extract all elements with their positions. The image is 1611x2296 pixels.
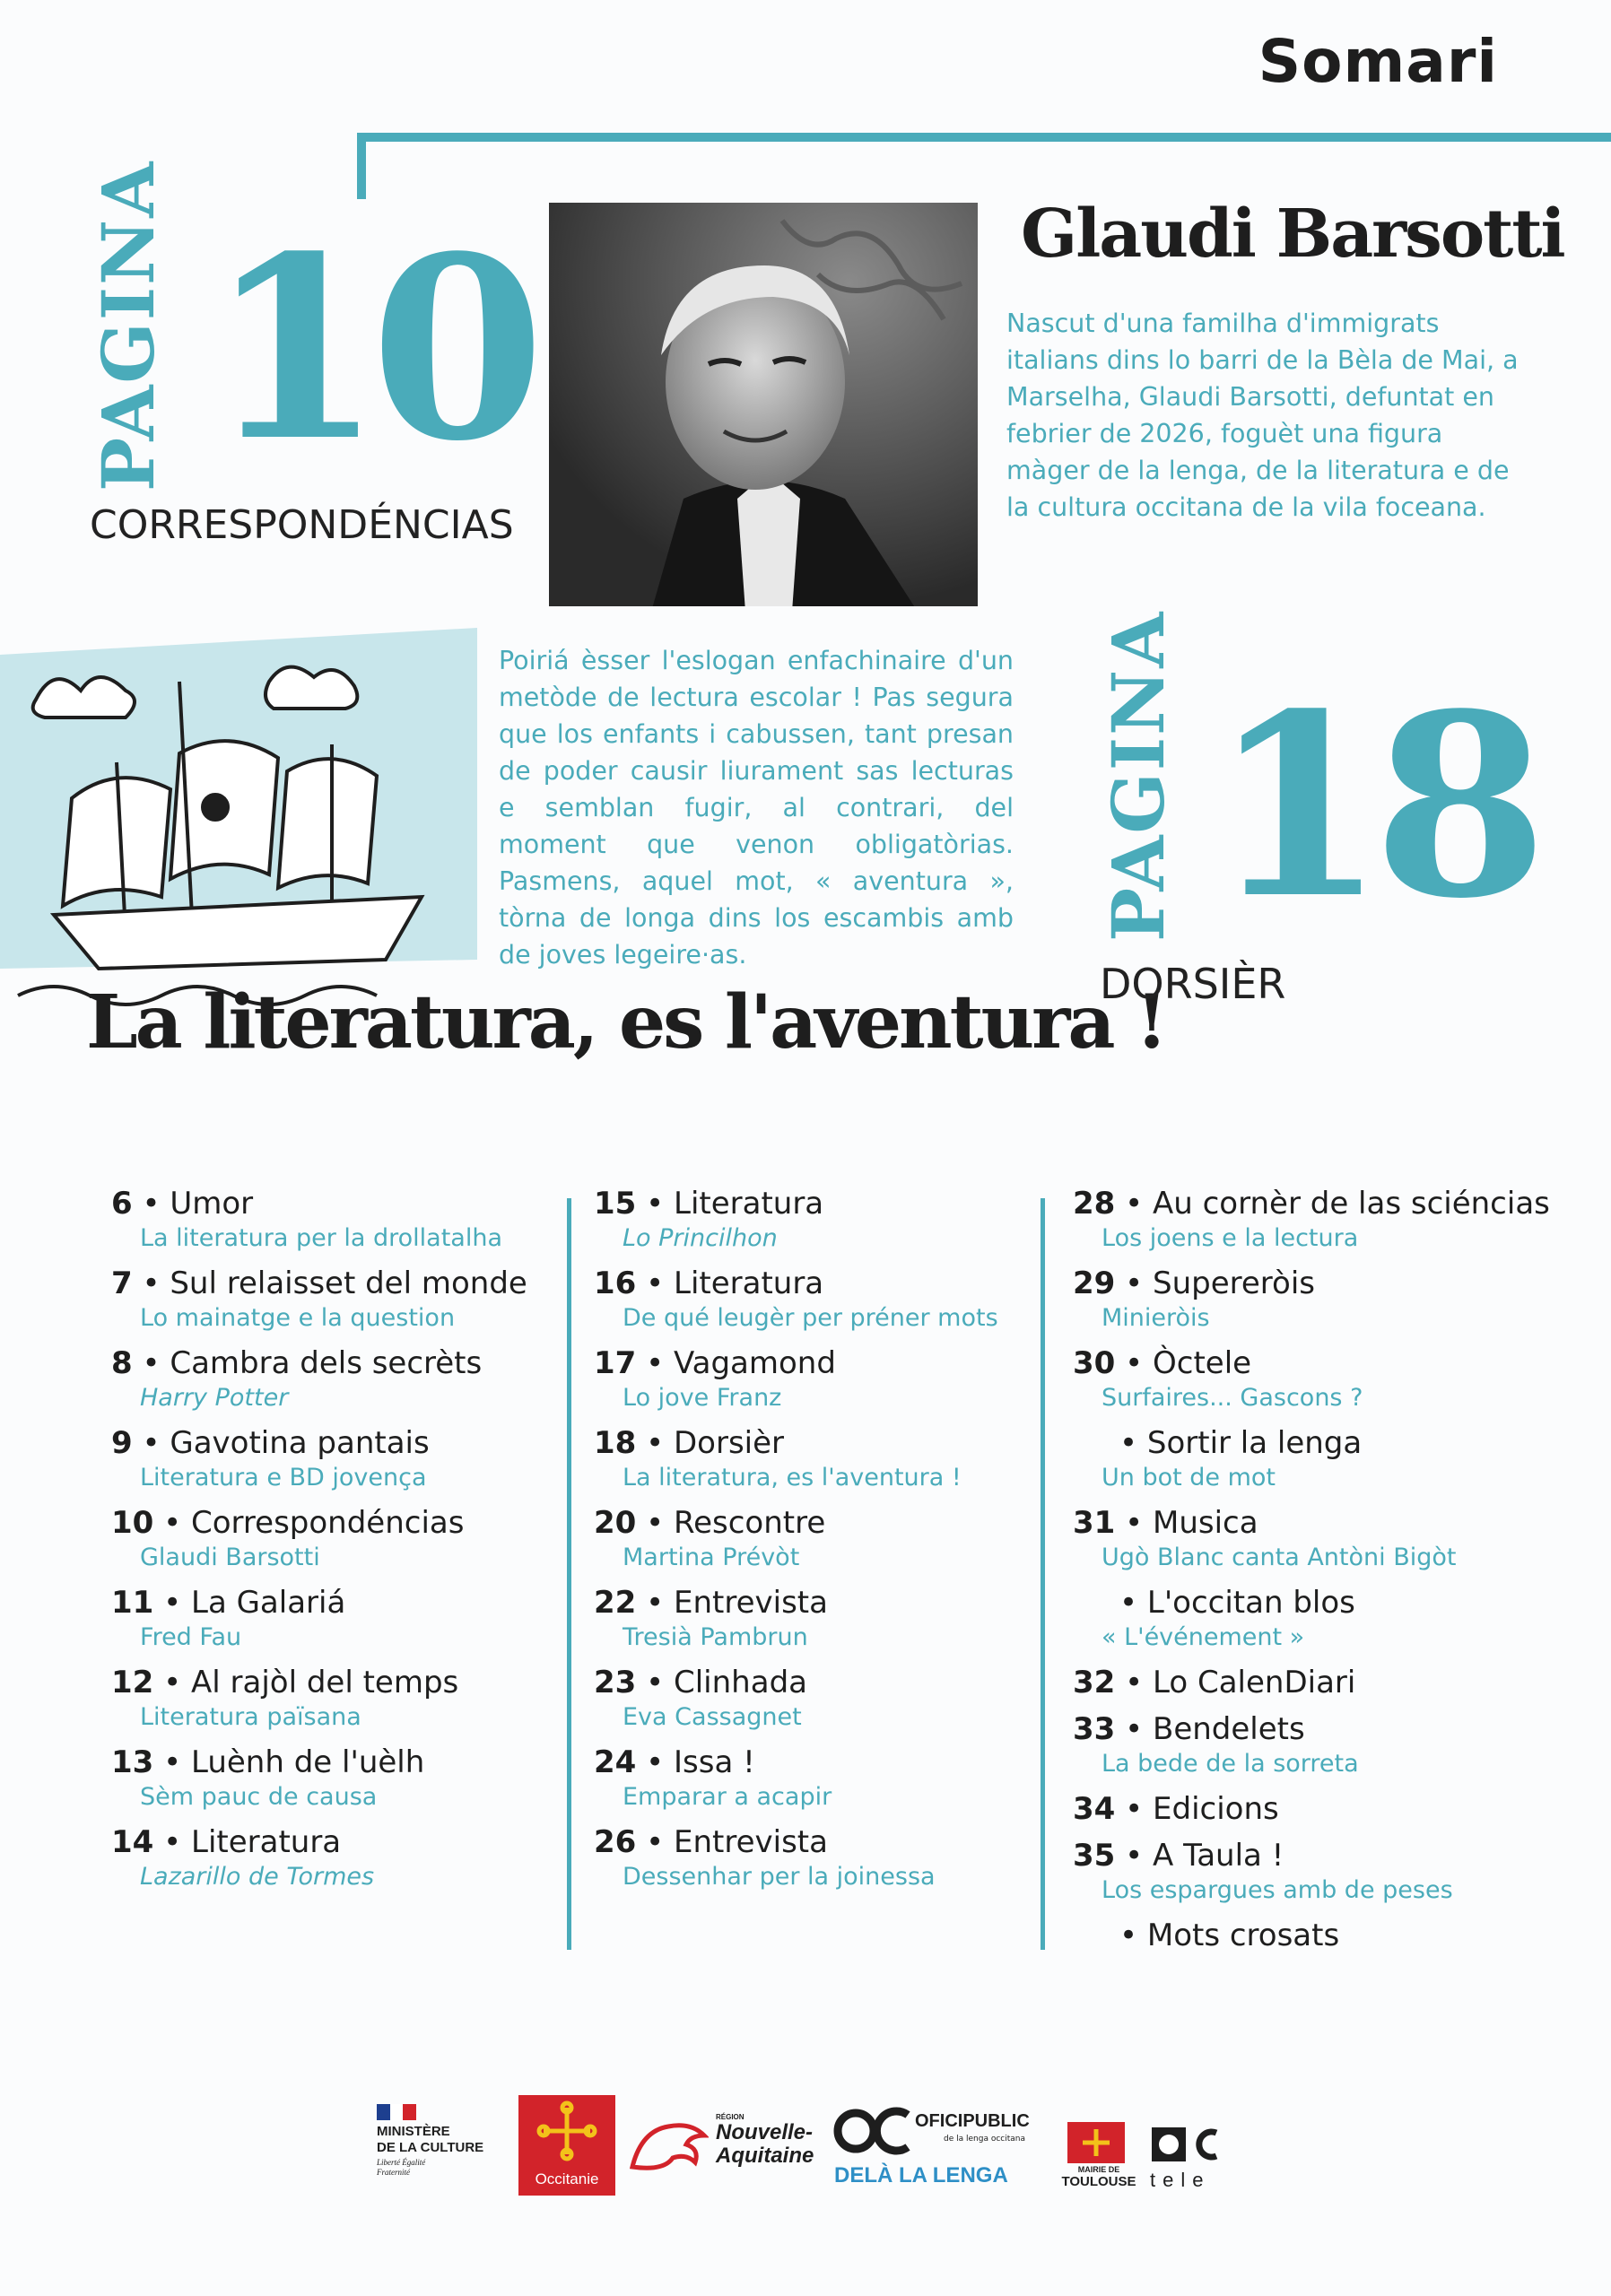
bullet-icon: •	[1119, 1585, 1147, 1621]
toc-page-number: 22	[594, 1585, 637, 1621]
column-divider	[1041, 1198, 1045, 1950]
toc-entry-title	[1073, 1264, 1550, 1303]
toulouse-flag-icon	[1067, 2122, 1125, 2163]
toc-entry-title	[111, 1503, 527, 1543]
section-label: CORRESPONDÉNCIAS	[90, 502, 514, 548]
toc-entry-title	[1073, 1709, 1550, 1749]
toc-page-number: 33	[1073, 1711, 1116, 1747]
oc-mark-icon	[832, 2106, 913, 2156]
header-rule	[357, 133, 1611, 142]
toc-entry	[111, 1503, 527, 1583]
toc-entry-title	[1073, 1344, 1550, 1383]
toc-entry-subtitle: Literatura e BD jovença	[140, 1464, 427, 1492]
toc-entry-title	[1073, 1184, 1550, 1223]
bullet-icon: •	[636, 1345, 674, 1381]
toc-title-text: Dorsièr	[674, 1425, 785, 1461]
toc-entry-subtitle: Glaudi Barsotti	[140, 1544, 320, 1571]
toc-title-text: A Taula !	[1153, 1838, 1284, 1874]
toc-title-text: Literatura	[191, 1824, 342, 1860]
bullet-icon: •	[132, 1425, 170, 1461]
toc-title-text: Vagamond	[674, 1345, 836, 1381]
toc-title-text: Supereròis	[1153, 1265, 1315, 1301]
french-flag-icon	[377, 2104, 416, 2120]
toc-entry-title	[1073, 1503, 1550, 1543]
feature-text: Nascut d'una familha d'immigrats italians dins lo barri de la Bèla de Mai, a Marselha, Glaudi Barsotti, defuntat en febrier de 2026, foguèt una figura màger de la lenga, de la literatura e de la cultura occitana de la vila foceana.	[1006, 309, 1519, 522]
toc-entry-subtitle: Martina Prévòt	[623, 1544, 800, 1571]
toc-entry-subtitle: Los espargues amb de peses	[1102, 1876, 1453, 1904]
bullet-icon: •	[1115, 1791, 1153, 1827]
section-label: DORSIÈR	[1100, 960, 1286, 1008]
toc-entry-title	[111, 1184, 527, 1223]
octele-logo: tele	[1150, 2126, 1231, 2197]
toc-entry	[111, 1743, 527, 1822]
toc-title-text: Umor	[170, 1186, 254, 1222]
toc-entry-subtitle: Lo jove Franz	[623, 1384, 782, 1412]
toc-title-text: Edicions	[1153, 1791, 1279, 1827]
toc-entry	[111, 1264, 527, 1344]
toc-title-text: Bendelets	[1153, 1711, 1305, 1747]
toc-entry-subtitle: « L'événement »	[1102, 1623, 1305, 1651]
toc-entry-subtitle: Ugò Blanc canta Antòni Bigòt	[1102, 1544, 1457, 1571]
toc-title-text: Correspondéncias	[191, 1505, 465, 1541]
toc-page-number: 24	[594, 1744, 637, 1780]
toc-entry	[111, 1822, 527, 1902]
toc-title-text: Cambra dels secrèts	[170, 1345, 483, 1381]
toc-entry	[1073, 1709, 1550, 1789]
toc-entry-title	[111, 1344, 527, 1383]
toc-entry	[1073, 1264, 1550, 1344]
toc-page-number: 35	[1073, 1838, 1116, 1874]
toc-page-number: 7	[111, 1265, 133, 1301]
dossier-text: Poiriá èsser l'eslogan enfachinaire d'un metòde de lectura escolar ! Pas segura que los enfants i cabussen, tant presan de poder causir liurament sas lecturas e semblan fugir, al contrari, del moment que venon obligatòrias. Pasmens, aquel mot, « aventura », tòrna de longa dins los escambis amb de joves legeire·as.	[499, 646, 1014, 970]
toc-entry-title	[111, 1583, 527, 1622]
bullet-icon: •	[153, 1665, 191, 1700]
bullet-icon: •	[1115, 1265, 1153, 1301]
toc-column-1	[111, 1184, 527, 1902]
bullet-icon: •	[636, 1505, 674, 1541]
toc-title-text: Literatura	[674, 1186, 824, 1222]
toc-entry	[1073, 1423, 1550, 1503]
bullet-icon: •	[153, 1744, 191, 1780]
toc-entry-subtitle: Lo Princilhon	[623, 1224, 778, 1252]
toc-entry	[1073, 1583, 1550, 1663]
toc-column-2	[594, 1184, 998, 1902]
toc-page-number: 17	[594, 1345, 637, 1381]
toc-entry-subtitle: Lazarillo de Tormes	[140, 1863, 375, 1891]
toc-entry	[1073, 1789, 1550, 1836]
bullet-icon: •	[636, 1186, 674, 1222]
toc-entry-title	[594, 1423, 998, 1463]
toc-entry-subtitle: La bede de la sorreta	[1102, 1750, 1359, 1778]
toc-page-number: 31	[1073, 1505, 1116, 1541]
toc-title-text: Sortir la lenga	[1146, 1425, 1363, 1461]
toc-entry-title	[111, 1743, 527, 1782]
dossier-title: La literatura, es l'aventura !	[86, 979, 1166, 1065]
toc-entry-subtitle: Los joens e la lectura	[1102, 1224, 1359, 1252]
toc-entry-subtitle: Emparar a acapir	[623, 1783, 832, 1811]
toc-entry	[594, 1423, 998, 1503]
toc-page-number: 14	[111, 1824, 154, 1860]
toc-page-number: 20	[594, 1505, 637, 1541]
toc-entry	[1073, 1344, 1550, 1423]
toc-page-number: 32	[1073, 1665, 1116, 1700]
toc-entry-subtitle: Surfaires... Gascons ?	[1102, 1384, 1363, 1412]
toc-entry-title	[594, 1743, 998, 1782]
toc-page-number: 12	[111, 1665, 154, 1700]
toc-entry-title	[111, 1264, 527, 1303]
toc-entry	[111, 1344, 527, 1423]
toc-title-text: Issa !	[674, 1744, 755, 1780]
toc-entry-subtitle: Fred Fau	[140, 1623, 242, 1651]
oc-tele-mark-icon	[1150, 2126, 1225, 2165]
toc-page-number: 10	[111, 1505, 154, 1541]
toc-page-number: 9	[111, 1425, 133, 1461]
toc-entry-title	[594, 1344, 998, 1383]
pagina-label: PAGINA	[1096, 610, 1180, 942]
bullet-icon: •	[636, 1744, 674, 1780]
toc-title-text: Al rajòl del temps	[191, 1665, 459, 1700]
toc-entry-title	[1073, 1836, 1550, 1875]
bullet-icon: •	[132, 1345, 170, 1381]
toc-title-text: Literatura	[674, 1265, 824, 1301]
toc-entry-title	[111, 1822, 527, 1862]
toc-entry	[1073, 1503, 1550, 1583]
toc-page-number: 18	[594, 1425, 637, 1461]
toc-entry-title	[1073, 1583, 1550, 1622]
header-rule-corner	[357, 133, 366, 199]
toc-page-number: 29	[1073, 1265, 1116, 1301]
page-number: 18	[1211, 659, 1536, 954]
toc-entry-subtitle: De qué leugèr per préner mots	[623, 1304, 998, 1332]
toc-page-number: 34	[1073, 1791, 1116, 1827]
bullet-icon: •	[1115, 1665, 1153, 1700]
toc-entry-subtitle: Minieròis	[1102, 1304, 1210, 1332]
toc-page-number: 11	[111, 1585, 154, 1621]
bullet-icon: •	[132, 1265, 170, 1301]
toc-title-text: Entrevista	[674, 1824, 828, 1860]
toc-title-text: Òctele	[1153, 1345, 1252, 1381]
toc-page-number: 23	[594, 1665, 637, 1700]
toc-title-text: Rescontre	[674, 1505, 826, 1541]
bullet-icon: •	[132, 1186, 170, 1222]
bullet-icon: •	[1119, 1425, 1147, 1461]
toc-title-text: Gavotina pantais	[170, 1425, 430, 1461]
toc-entry-title	[594, 1583, 998, 1622]
toc-entry	[111, 1663, 527, 1743]
bullet-icon: •	[636, 1665, 674, 1700]
toc-page-number: 30	[1073, 1345, 1116, 1381]
bullet-icon: •	[153, 1824, 191, 1860]
bullet-icon: •	[636, 1425, 674, 1461]
toc-entry	[594, 1344, 998, 1423]
toulouse-logo: MAIRIE DE TOULOUSE	[1058, 2122, 1139, 2194]
toc-entry-subtitle: Dessenhar per la joinessa	[623, 1863, 936, 1891]
toc-entry-title	[594, 1503, 998, 1543]
bullet-icon: •	[1115, 1838, 1153, 1874]
bullet-icon: •	[636, 1824, 674, 1860]
bullet-icon: •	[153, 1505, 191, 1541]
toc-entry	[594, 1184, 998, 1264]
toc-entry-subtitle: La literatura, es l'aventura !	[623, 1464, 962, 1492]
ofici-public-logo: OFICIPUBLIC de la lenga occitana DELÀ LA LENGA	[832, 2106, 1048, 2196]
toc-entry-subtitle: Tresià Pambrun	[623, 1623, 808, 1651]
toc-entry-title	[594, 1184, 998, 1223]
toc-entry-title	[111, 1663, 527, 1702]
toc-entry-title	[1073, 1423, 1550, 1463]
toc-page-number: 15	[594, 1186, 637, 1222]
bullet-icon: •	[1115, 1186, 1153, 1222]
bullet-icon: •	[1115, 1345, 1153, 1381]
toc-entry	[594, 1663, 998, 1743]
toc-entry-title	[1073, 1916, 1550, 1955]
toc-title-text: Entrevista	[674, 1585, 828, 1621]
page-number: 10	[208, 202, 533, 497]
toc-title-text: Au cornèr de las sciéncias	[1153, 1186, 1550, 1222]
bullet-icon: •	[1115, 1711, 1153, 1747]
portrait-photo	[549, 203, 978, 606]
toc-entry	[594, 1583, 998, 1663]
toc-entry-subtitle: Un bot de mot	[1102, 1464, 1276, 1492]
occitan-cross-icon	[518, 2095, 615, 2167]
toc-page-number: 6	[111, 1186, 133, 1222]
toc-entry	[111, 1423, 527, 1503]
toc-entry	[594, 1503, 998, 1583]
bullet-icon: •	[153, 1585, 191, 1621]
bullet-icon: •	[1115, 1505, 1153, 1541]
bullet-icon: •	[636, 1585, 674, 1621]
sponsor-logos	[377, 2095, 1238, 2203]
page-title: Somari	[1258, 27, 1498, 96]
toc-entry-title	[594, 1822, 998, 1862]
toc-entry	[594, 1264, 998, 1344]
toc-entry	[111, 1184, 527, 1264]
toc-entry-title	[1073, 1789, 1550, 1829]
toc-title-text: Luènh de l'uèlh	[191, 1744, 425, 1780]
toc-title-text: La Galariá	[191, 1585, 346, 1621]
toc-entry-subtitle: Literatura païsana	[140, 1703, 361, 1731]
toc-title-text: Lo CalenDiari	[1153, 1665, 1356, 1700]
toc-page-number: 28	[1073, 1186, 1116, 1222]
occitanie-logo: Occitanie	[518, 2095, 615, 2196]
ministere-culture-logo: MINISTÈRE DE LA CULTURE Liberté Égalité Fraternité	[377, 2104, 483, 2178]
toc-entry-title	[1073, 1663, 1550, 1702]
bullet-icon: •	[1119, 1918, 1147, 1953]
toc-entry-subtitle: Eva Cassagnet	[623, 1703, 802, 1731]
toc-entry	[1073, 1916, 1550, 1962]
toc-entry-title	[111, 1423, 527, 1463]
toc-title-text: Sul relaisset del monde	[170, 1265, 527, 1301]
toc-entry	[1073, 1836, 1550, 1916]
toc-entry	[594, 1743, 998, 1822]
pagina-label: PAGINA	[86, 160, 170, 491]
toc-page-number: 16	[594, 1265, 637, 1301]
toc-page-number: 13	[111, 1744, 154, 1780]
toc-title-text: Clinhada	[674, 1665, 807, 1700]
toc-column-3	[1073, 1184, 1550, 1962]
toc-entry-subtitle: Sèm pauc de causa	[140, 1783, 378, 1811]
toc-title-text: L'occitan blos	[1146, 1585, 1355, 1621]
lion-icon	[628, 2113, 709, 2176]
toc-title-text: Musica	[1153, 1505, 1258, 1541]
feature-title: Glaudi Barsotti	[1021, 196, 1564, 273]
toc-title-text: Mots crosats	[1146, 1918, 1340, 1953]
toc-entry-subtitle: Lo mainatge e la question	[140, 1304, 456, 1332]
column-divider	[567, 1198, 571, 1950]
toc-entry	[1073, 1663, 1550, 1709]
toc-entry	[594, 1822, 998, 1902]
toc-entry-subtitle: Harry Potter	[140, 1384, 289, 1412]
nouvelle-aquitaine-logo: RÉGION Nouvelle- Aquitaine	[628, 2113, 816, 2185]
toc-entry-subtitle: La literatura per la drollatalha	[140, 1224, 503, 1252]
toc-entry	[111, 1583, 527, 1663]
toc-page-number: 26	[594, 1824, 637, 1860]
toc-entry-title	[594, 1264, 998, 1303]
bullet-icon: •	[636, 1265, 674, 1301]
toc-entry-title	[594, 1663, 998, 1702]
toc-entry	[1073, 1184, 1550, 1264]
toc-page-number: 8	[111, 1345, 133, 1381]
